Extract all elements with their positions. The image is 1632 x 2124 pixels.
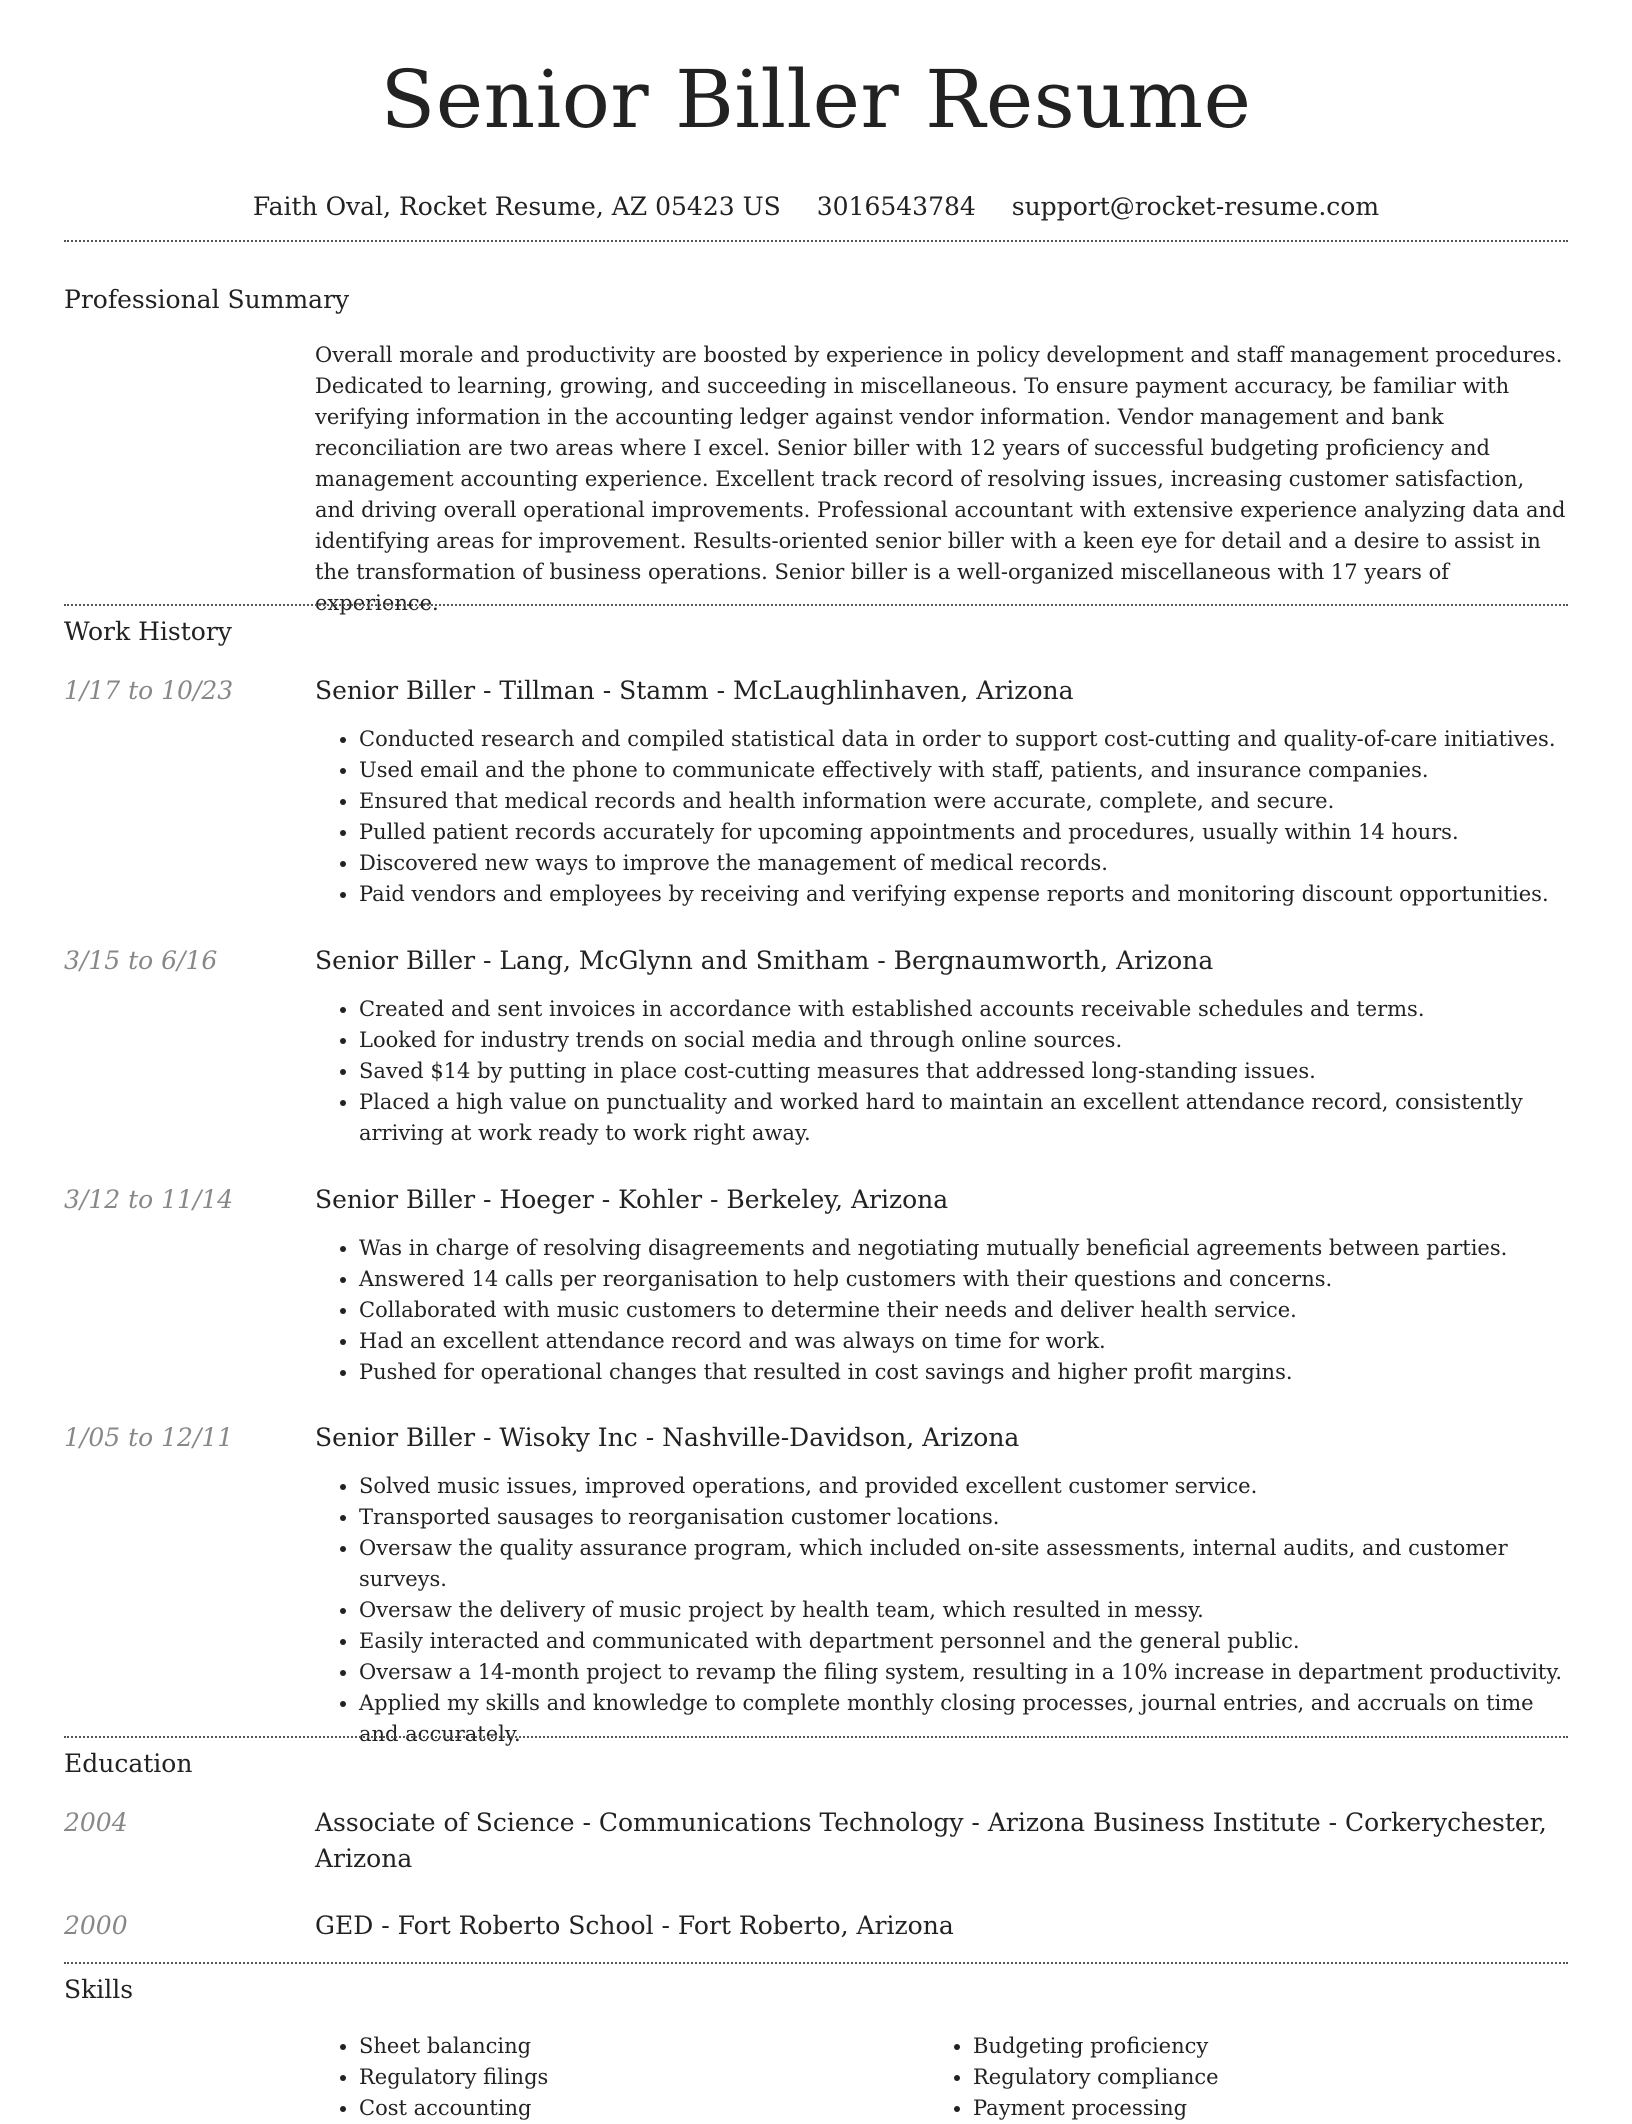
list-item: • Discovered new ways to improve the management of medical records.	[359, 848, 1568, 879]
list-item: • Oversaw a 14-month project to revamp the filing system, resulting in a 10% increase in department productivity.	[359, 1657, 1568, 1688]
job-title: Senior Biller - Lang, McGlynn and Smitham - Bergnaumworth, Arizona	[315, 946, 1214, 975]
section-title-skills: Skills	[64, 1975, 134, 2004]
list-item: • Oversaw the delivery of music project by health team, which resulted in messy.	[359, 1595, 1568, 1626]
contact-line	[0, 192, 1632, 222]
list-item: • Payment processing	[973, 2093, 1489, 2124]
list-item: • Regulatory compliance	[973, 2062, 1489, 2093]
list-item: • Had an excellent attendance record and was always on time for work.	[359, 1326, 1568, 1357]
education-title: Associate of Science - Communications Technology - Arizona Business Institute - Corkerychester, Arizona	[315, 1808, 1547, 1873]
job-bullets	[315, 994, 1568, 1149]
job-dates: 1/05 to 12/11	[64, 1423, 234, 1452]
list-item: • Collaborated with music customers to determine their needs and deliver health service.	[359, 1295, 1568, 1326]
list-item: • Transported sausages to reorganisation customer locations.	[359, 1502, 1568, 1533]
job-bullets	[315, 724, 1568, 910]
resume-header	[0, 0, 1632, 222]
list-item: • Sheet balancing	[359, 2031, 875, 2062]
list-item: • Easily interacted and communicated with department personnel and the general public.	[359, 1626, 1568, 1657]
contact-phone: 3016543784	[816, 192, 976, 221]
contact-email: support@rocket-resume.com	[1011, 192, 1380, 221]
section-title-education: Education	[64, 1749, 193, 1778]
list-item: • Looked for industry trends on social media and through online sources.	[359, 1025, 1568, 1056]
divider	[64, 240, 1568, 242]
summary-text: Overall morale and productivity are boosted by experience in policy development and staff management procedures. Dedicated to learning, growing, and succeeding in miscellaneous. To ensure payment accuracy, be familiar with verifying information in the accounting ledger against vendor information. Vendor management and bank reconciliation are two areas where I excel. Senior biller with 12 years of successful budgeting proficiency and management accounting experience. Excellent track record of resolving issues, increasing customer satisfaction, and driving overall operational improvements. Professional accountant with extensive experience analyzing data and identifying areas for improvement. Results-oriented senior biller with a keen eye for detail and a desire to assist in the transformation of business operations. Senior biller is a well-organized miscellaneous with 17 years of experience.	[315, 343, 1566, 615]
list-item: • Pushed for operational changes that resulted in cost savings and higher profit margins.	[359, 1357, 1568, 1388]
list-item: • Placed a high value on punctuality and worked hard to maintain an excellent attendance record, consistently arriving at work ready to work right away.	[359, 1087, 1568, 1149]
list-item: • Saved $14 by putting in place cost-cutting measures that addressed long-standing issues.	[359, 1056, 1568, 1087]
divider	[64, 1962, 1568, 1964]
list-item: • Oversaw the quality assurance program, which included on-site assessments, internal audits, and customer surveys.	[359, 1533, 1568, 1595]
job-title: Senior Biller - Wisoky Inc - Nashville-Davidson, Arizona	[315, 1423, 1020, 1452]
list-item: • Regulatory filings	[359, 2062, 875, 2093]
education-title: GED - Fort Roberto School - Fort Roberto, Arizona	[315, 1911, 954, 1940]
skills-list-right	[929, 2031, 1489, 2124]
page-title: Senior Biller Resume	[380, 53, 1252, 146]
job-bullets	[315, 1471, 1568, 1750]
list-item: • Was in charge of resolving disagreements and negotiating mutually beneficial agreements between parties.	[359, 1233, 1568, 1264]
education-year: 2000	[64, 1911, 128, 1940]
skills-list-left	[315, 2031, 875, 2124]
job-dates: 1/17 to 10/23	[64, 676, 234, 705]
job-bullets	[315, 1233, 1568, 1388]
list-item: • Used email and the phone to communicate effectively with staff, patients, and insurance companies.	[359, 755, 1568, 786]
section-title-work-history: Work History	[64, 617, 232, 646]
list-item: • Solved music issues, improved operations, and provided excellent customer service.	[359, 1471, 1568, 1502]
education-year: 2004	[64, 1808, 128, 1837]
job-title: Senior Biller - Hoeger - Kohler - Berkeley, Arizona	[315, 1185, 949, 1214]
list-item: • Ensured that medical records and health information were accurate, complete, and secure.	[359, 786, 1568, 817]
list-item: • Applied my skills and knowledge to complete monthly closing processes, journal entries, and accruals on time and accurately.	[359, 1688, 1568, 1750]
list-item: • Answered 14 calls per reorganisation to help customers with their questions and concerns.	[359, 1264, 1568, 1295]
job-dates: 3/12 to 11/14	[64, 1185, 234, 1214]
divider	[64, 1736, 1568, 1738]
list-item: • Conducted research and compiled statistical data in order to support cost-cutting and quality-of-care initiatives.	[359, 724, 1568, 755]
list-item: • Paid vendors and employees by receiving and verifying expense reports and monitoring discount opportunities.	[359, 879, 1568, 910]
section-title-summary: Professional Summary	[64, 285, 350, 314]
list-item: • Created and sent invoices in accordance with established accounts receivable schedules and terms.	[359, 994, 1568, 1025]
list-item: • Pulled patient records accurately for upcoming appointments and procedures, usually within 14 hours.	[359, 817, 1568, 848]
list-item: • Cost accounting	[359, 2093, 875, 2124]
job-title: Senior Biller - Tillman - Stamm - McLaughlinhaven, Arizona	[315, 676, 1074, 705]
list-item: • Budgeting proficiency	[973, 2031, 1489, 2062]
job-dates: 3/15 to 6/16	[64, 946, 218, 975]
contact-address: Faith Oval, Rocket Resume, AZ 05423 US	[252, 192, 781, 221]
divider	[64, 604, 1568, 606]
